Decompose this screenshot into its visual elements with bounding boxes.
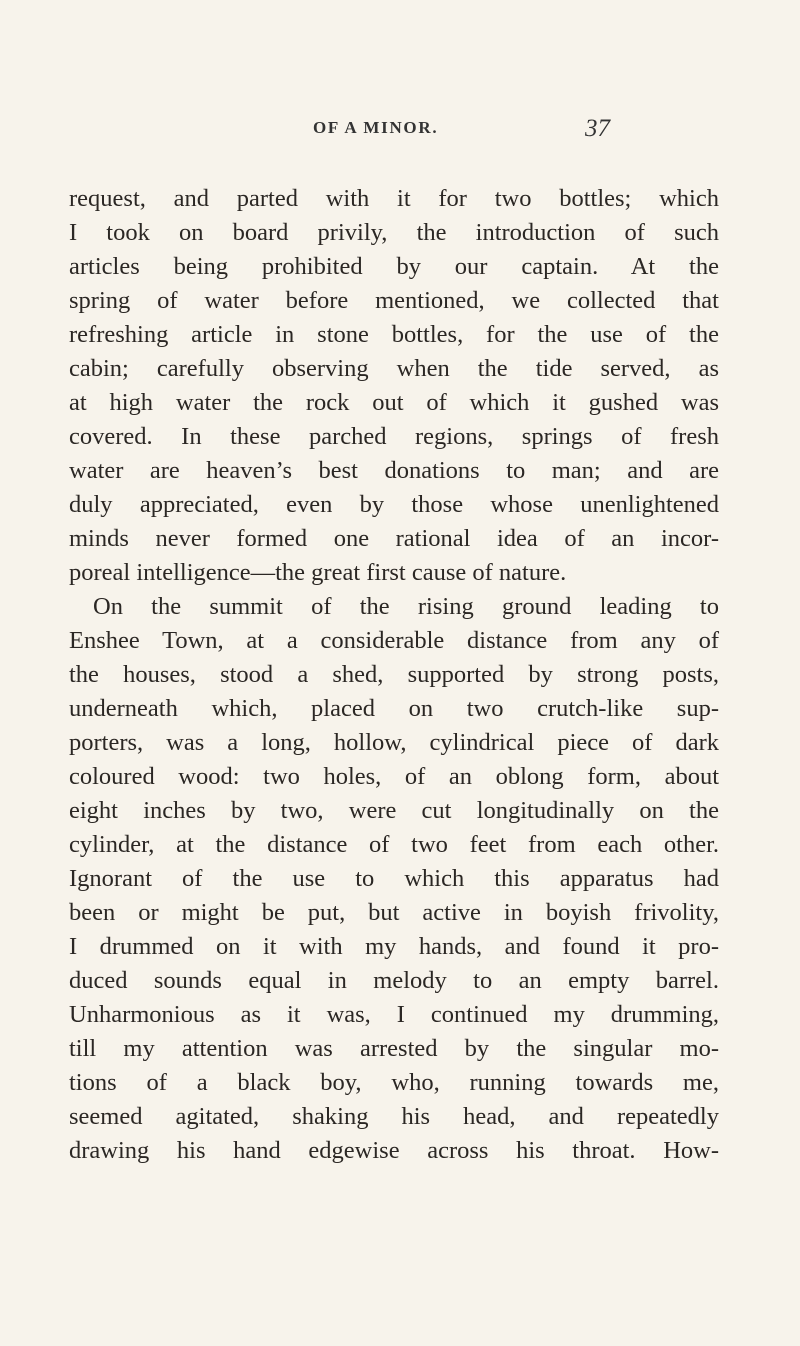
- text-line: I drummed on it with my hands, and found it pro-: [69, 933, 719, 960]
- text-line: porters, was a long, hollow, cylindrical piece of dark: [69, 729, 719, 756]
- text-line: Ignorant of the use to which this apparatus had: [69, 865, 719, 892]
- text-line: at high water the rock out of which it gushed was: [69, 389, 719, 416]
- text-line: drawing his hand edgewise across his throat. How-: [69, 1137, 719, 1164]
- page-number: 37: [585, 115, 610, 142]
- body-text: [69, 182, 719, 1168]
- text-line: poreal intelligence—the great first cause of nature.: [69, 559, 567, 586]
- text-line: till my attention was arrested by the singular mo-: [69, 1035, 719, 1062]
- text-line: I took on board privily, the introduction of such: [69, 219, 719, 246]
- text-line: water are heaven’s best donations to man; and are: [69, 457, 719, 484]
- text-line: eight inches by two, were cut longitudinally on the: [69, 797, 719, 824]
- text-line: underneath which, placed on two crutch-like sup-: [69, 695, 719, 722]
- text-line: covered. In these parched regions, springs of fresh: [69, 423, 719, 450]
- text-line: been or might be put, but active in boyish frivolity,: [69, 899, 719, 926]
- text-line: duced sounds equal in melody to an empty barrel.: [69, 967, 719, 994]
- text-line: minds never formed one rational idea of an incor-: [69, 525, 719, 552]
- text-line: tions of a black boy, who, running towards me,: [69, 1069, 719, 1096]
- text-line: request, and parted with it for two bottles; which: [69, 185, 719, 212]
- text-line: seemed agitated, shaking his head, and repeatedly: [69, 1103, 719, 1130]
- text-line: spring of water before mentioned, we collected that: [69, 287, 719, 314]
- text-line: On the summit of the rising ground leading to: [93, 593, 719, 620]
- text-line: cabin; carefully observing when the tide served, as: [69, 355, 719, 382]
- chapter-running-title: OF A MINOR.: [313, 118, 439, 137]
- text-line: Unharmonious as it was, I continued my drumming,: [69, 1001, 719, 1028]
- text-line: cylinder, at the distance of two feet from each other.: [69, 831, 719, 858]
- text-line: Enshee Town, at a considerable distance from any of: [69, 627, 719, 654]
- text-line: articles being prohibited by our captain. At the: [69, 253, 719, 280]
- running-header: [0, 115, 800, 146]
- text-line: refreshing article in stone bottles, for the use of the: [69, 321, 719, 348]
- text-line: coloured wood: two holes, of an oblong form, about: [69, 763, 719, 790]
- text-line: the houses, stood a shed, supported by strong posts,: [69, 661, 719, 688]
- text-line: duly appreciated, even by those whose unenlightened: [69, 491, 719, 518]
